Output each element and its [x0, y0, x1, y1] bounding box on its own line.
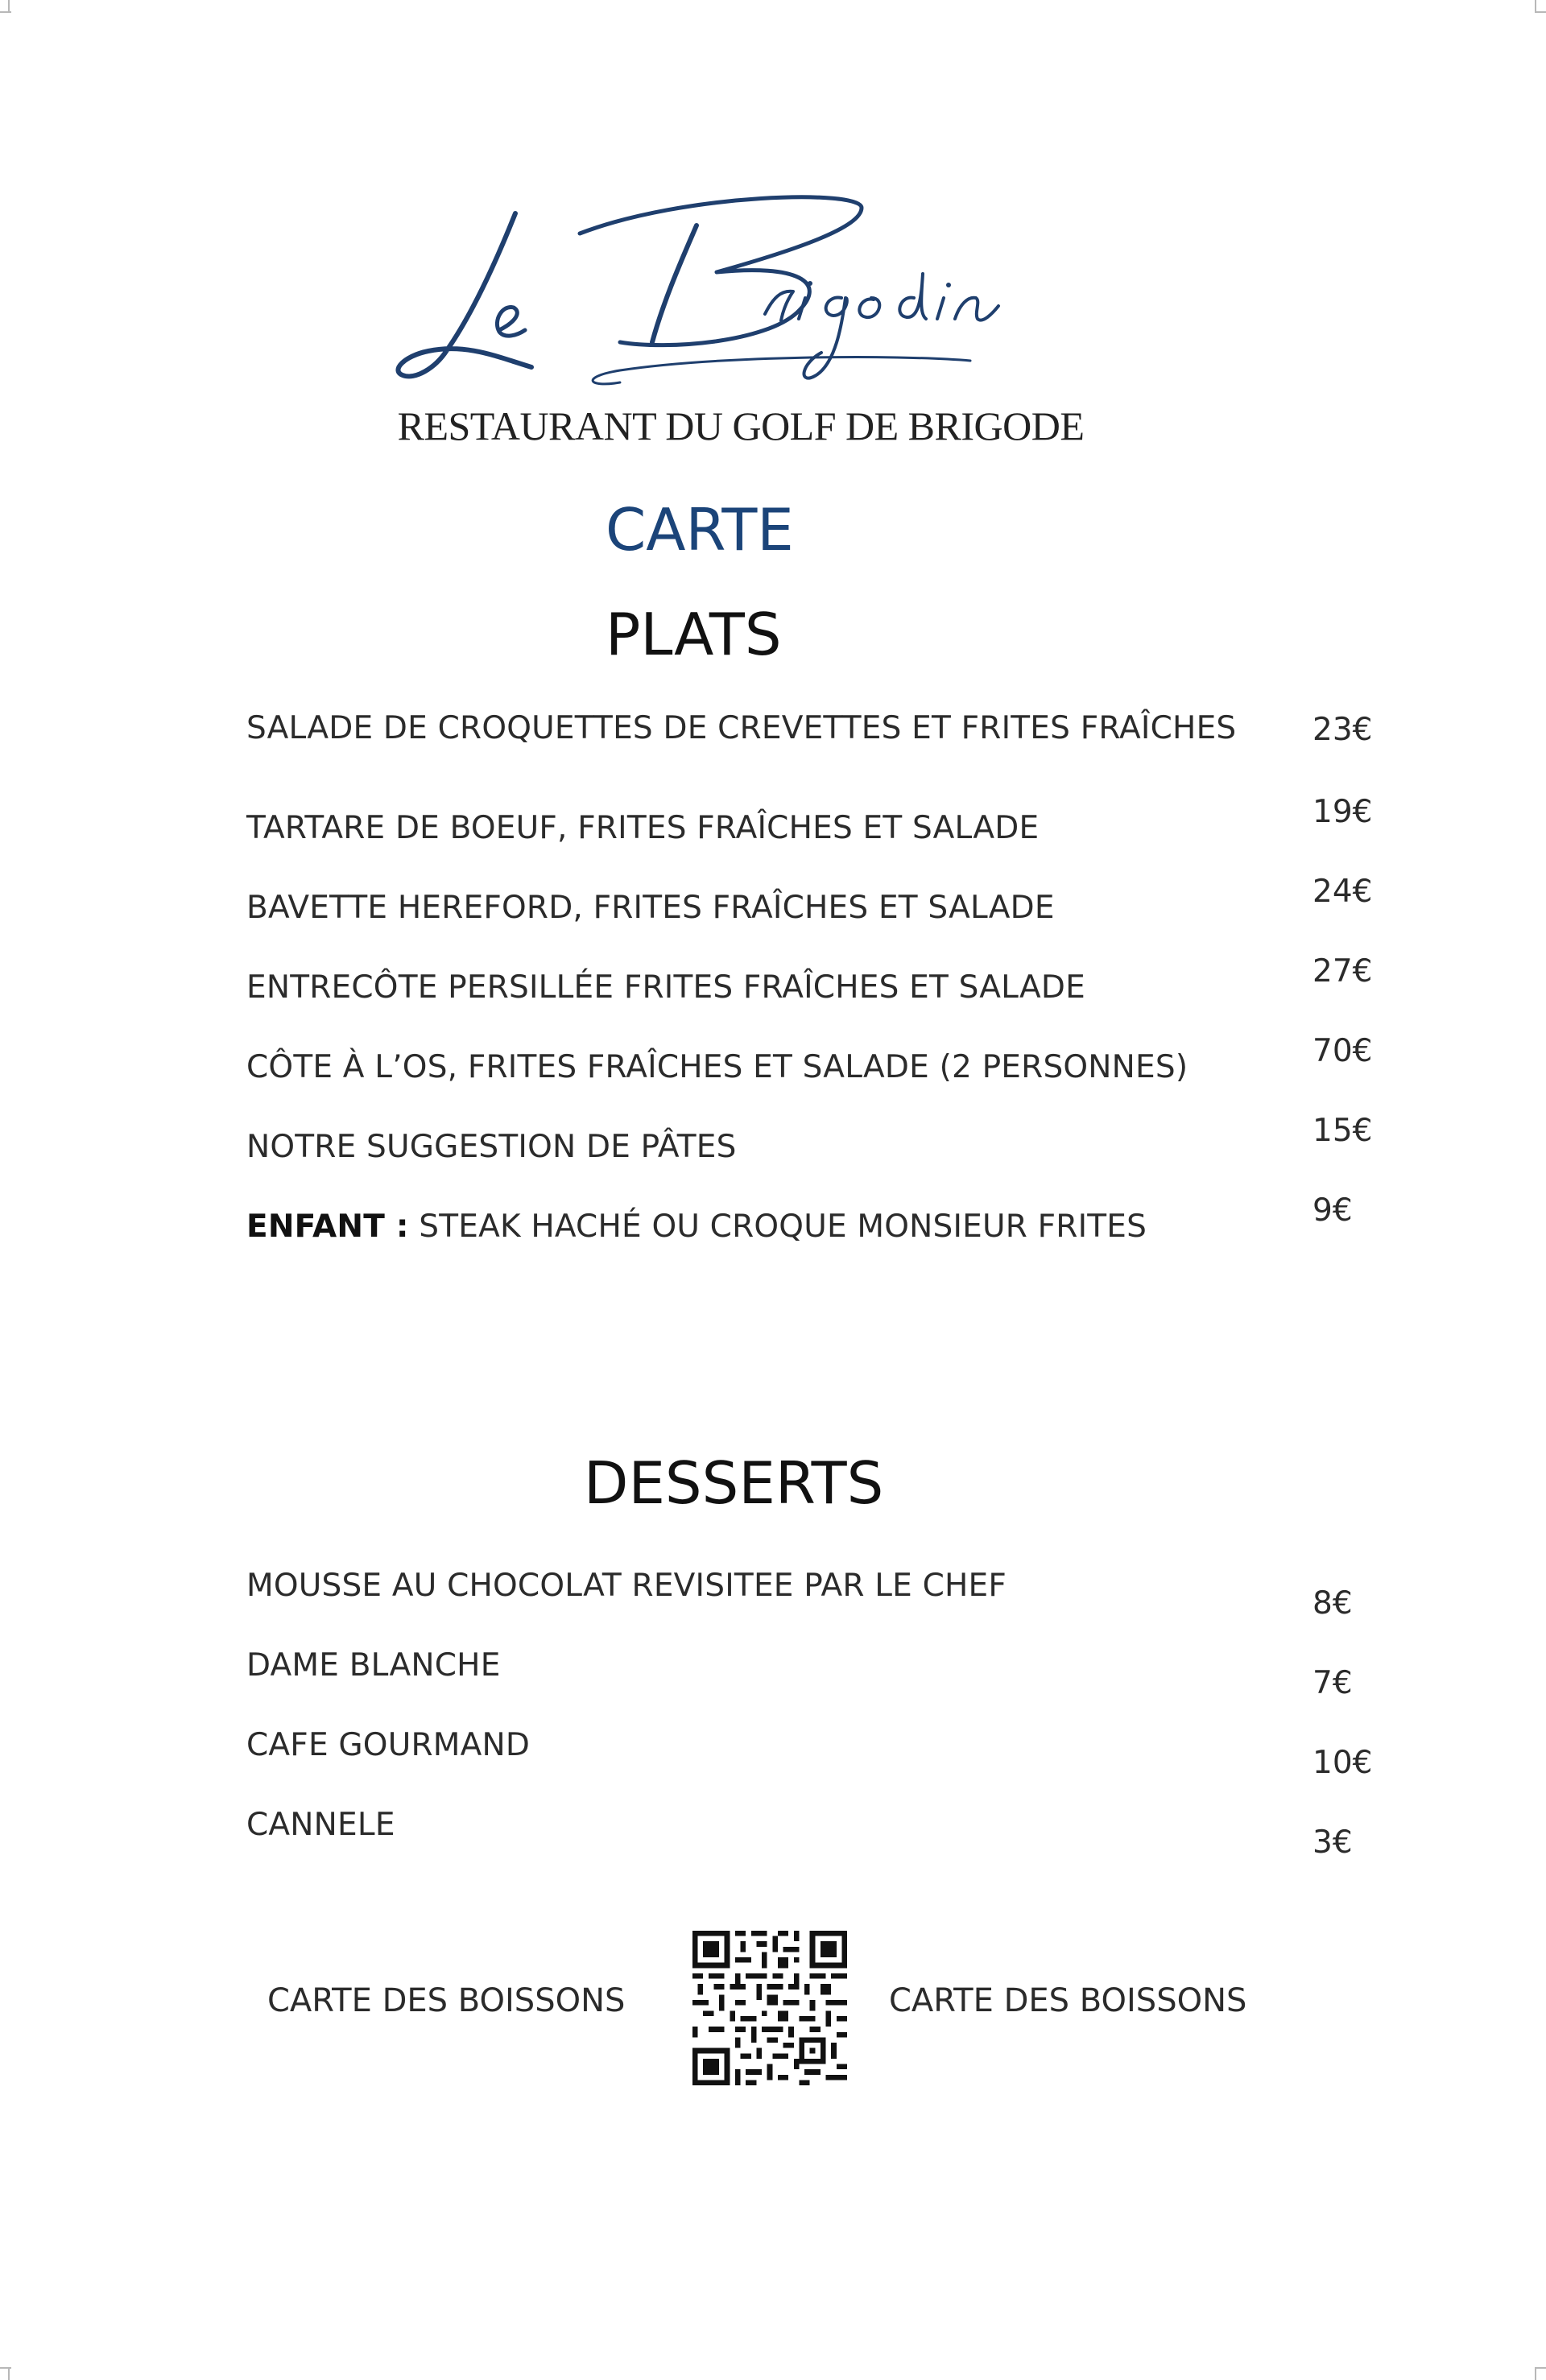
carte-title: CARTE — [606, 496, 794, 564]
item-price: 27€ — [1312, 953, 1373, 990]
item-price: 9€ — [1312, 1192, 1353, 1229]
crop-mark — [1535, 2369, 1536, 2380]
item-price: 24€ — [1312, 874, 1373, 910]
item-name: BAVETTE HEREFORD, FRITES FRAÎCHES ET SALADE — [246, 890, 1055, 926]
item-name: NOTRE SUGGESTION DE PÂTES — [246, 1129, 737, 1165]
crop-mark — [0, 2367, 11, 2369]
item-prefix: ENFANT : — [246, 1209, 409, 1245]
item-name: ENTRECÔTE PERSILLÉE FRITES FRAÎCHES ET SALADE — [246, 969, 1085, 1006]
crop-mark — [1535, 2367, 1546, 2369]
item-name: SALADE DE CROQUETTES DE CREVETTES ET FRITES FRAÎCHES — [246, 710, 1237, 746]
restaurant-logo — [378, 177, 1135, 411]
drinks-menu-label-left: CARTE DES BOISSONS — [267, 1982, 626, 2019]
item-price: 23€ — [1312, 712, 1373, 748]
item-name-text: STEAK HACHÉ OU CROQUE MONSIEUR FRITES — [408, 1209, 1147, 1245]
item-price: 3€ — [1312, 1824, 1353, 1861]
item-name — [246, 1207, 1285, 1246]
drinks-menu-label-right: CARTE DES BOISSONS — [889, 1982, 1247, 2019]
plats-section-title: PLATS — [606, 601, 782, 668]
crop-mark — [8, 2369, 10, 2380]
item-name: TARTARE DE BOEUF, FRITES FRAÎCHES ET SALADE — [246, 810, 1040, 846]
desserts-section-title: DESSERTS — [584, 1449, 884, 1517]
item-price: 8€ — [1312, 1585, 1353, 1622]
item-price: 10€ — [1312, 1745, 1373, 1781]
item-name: CÔTE À L’OS, FRITES FRAÎCHES ET SALADE (2 PERSONNES) — [246, 1049, 1188, 1085]
item-name: CAFE GOURMAND — [246, 1727, 531, 1763]
item-price: 70€ — [1312, 1033, 1373, 1069]
restaurant-subtitle: RESTAURANT DU GOLF DE BRIGODE — [397, 403, 1085, 448]
item-name: CANNELE — [246, 1807, 395, 1843]
item-price: 19€ — [1312, 794, 1373, 830]
crop-mark — [8, 0, 10, 11]
item-name: DAME BLANCHE — [246, 1647, 501, 1684]
qr-code-icon[interactable] — [692, 1931, 847, 2085]
crop-mark — [1535, 0, 1536, 11]
item-price: 15€ — [1312, 1113, 1373, 1149]
crop-mark — [1535, 11, 1546, 13]
item-price: 7€ — [1312, 1665, 1353, 1701]
crop-mark — [0, 11, 11, 13]
item-name: MOUSSE AU CHOCOLAT REVISITEE PAR LE CHEF — [246, 1568, 1007, 1604]
